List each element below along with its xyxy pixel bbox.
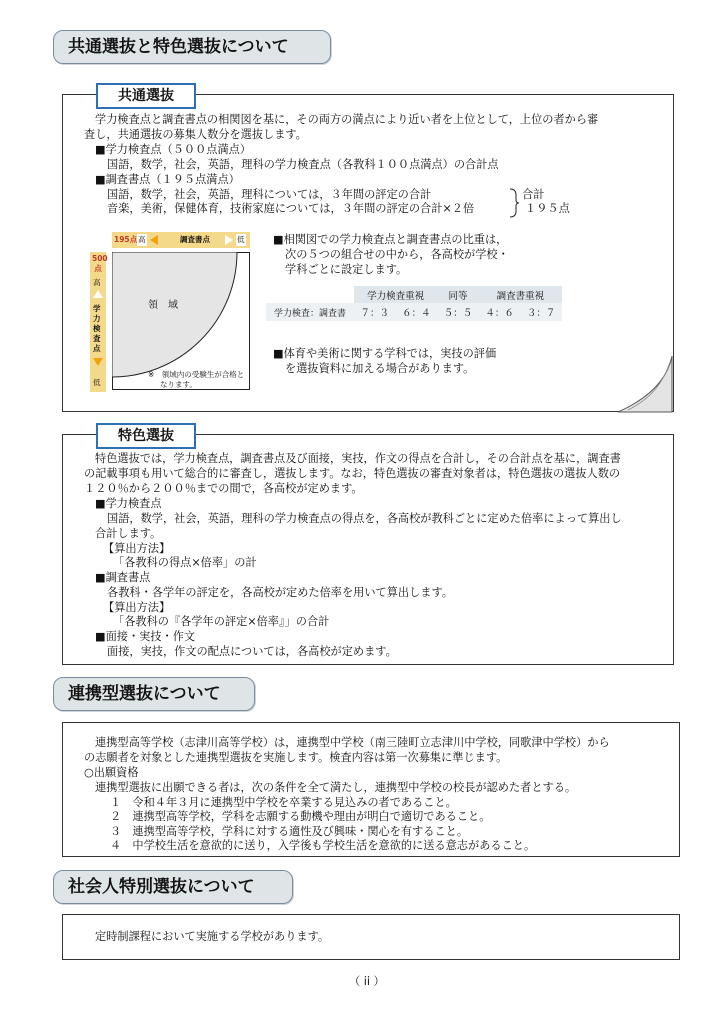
tokushoku-b-head: ■調査書点	[95, 571, 151, 584]
top-axis-label: 調査書点	[180, 235, 210, 244]
ratio-cell: ７：３	[354, 303, 396, 321]
tokushoku-b-method: 【算出方法】	[103, 601, 171, 614]
tab-tokushoku: 特色選抜	[96, 423, 196, 449]
section-title-kyotsu-tokushoku: 共通選抜と特色選抜について	[53, 30, 331, 64]
pe-text-line1: ■体育や美術に関する学科では，実技の評価	[273, 347, 497, 360]
kyotsu-intro-line2: 査し，共通選抜の募集人数分を選抜します。	[84, 128, 307, 141]
ratio-row-label: 学力検査：調査書	[266, 303, 354, 321]
item-chosasho-line2: 音楽，美術，保健体育，技術家庭については，３年間の評定の合計×２倍	[107, 202, 475, 215]
region-note-line1: ※ 領域内の受験生が合格と	[148, 370, 245, 379]
page-curl-decoration	[618, 356, 680, 416]
item-gakuryoku-head: ■学力検査点（５００点満点）	[95, 143, 252, 156]
renkei-condition-4: ４ 中学校生活を意欲的に送り，入学後も学校生活を意欲的に送る意志があること。	[110, 839, 536, 852]
arrow-left-icon	[150, 235, 158, 245]
total-value: １９５点	[525, 202, 570, 215]
tab-kyotsu: 共通選抜	[96, 83, 196, 109]
tokushoku-a-body2: 合計します。	[95, 527, 162, 540]
ratio-header-chosasho: 調査書重視	[479, 286, 562, 303]
tokushoku-intro-line2: の記載事項も用いて総合的に審査し，選抜します。なお，特色選抜の審査対象者は，特色選抜の選抜人数の	[84, 467, 621, 480]
tokushoku-a-method: 【算出方法】	[103, 542, 171, 555]
page-number: （ ii ）	[349, 975, 385, 988]
renkei-intro-line1: 連携型高等学校（志津川高等学校）は，連携型中学校（南三陸町立志津川中学校，同歌津中学校）から	[95, 736, 610, 749]
ratio-table-blank	[266, 286, 354, 303]
region-label: 領 域	[148, 300, 178, 311]
section-title-shakaijin: 社会人特別選抜について	[53, 870, 293, 904]
arrow-right-icon	[225, 235, 233, 245]
tokushoku-a-head: ■学力検査点	[95, 497, 162, 510]
renkei-condition-1: １ 令和４年３月に連携型中学校を卒業する見込みの者であること。	[110, 796, 457, 809]
top-axis-low: 低	[237, 235, 245, 244]
left-axis-high: 高	[93, 278, 101, 287]
tokushoku-b-formula: 「各教科の『各学年の評定×倍率』」の合計	[113, 615, 330, 628]
ratio-text-line1: ■相関図での学力検査点と調査書点の比重は，	[273, 233, 508, 246]
total-label: 合計	[522, 188, 545, 201]
ratio-cell: ３：７	[520, 303, 562, 321]
correlation-diagram	[90, 232, 250, 392]
left-axis-label: 学力検査点	[93, 304, 101, 353]
section-title-renkei: 連携型選抜について	[53, 677, 255, 711]
renkei-intro-line2: の志願者を対象とした連携型選抜を実施します。検査内容は第一次募集に準じます。	[84, 751, 508, 764]
arrow-down-icon	[93, 358, 103, 366]
tokushoku-b-body: 各教科・各学年の評定を，各高校が定めた倍率を用いて算出します。	[107, 586, 453, 599]
tokushoku-intro-line3: １２０％から２００％までの間で，各高校が定めます。	[84, 482, 363, 495]
arrow-up-icon	[93, 290, 103, 298]
pe-text-line2: を選抜資料に加える場合があります。	[285, 362, 475, 375]
item-gakuryoku-body: 国語，数学，社会，英語，理科の学力検査点（各教科１００点満点）の合計点	[107, 158, 499, 171]
ratio-cell: ６：４	[396, 303, 438, 321]
renkei-qual-head: ○出願資格	[84, 766, 139, 779]
ratio-cell: ４：６	[479, 303, 521, 321]
tokushoku-c-body: 面接，実技，作文の配点については，各高校が定めます。	[107, 645, 397, 658]
ratio-table	[266, 286, 562, 321]
renkei-condition-2: ２ 連携型高等学校，学科を志願する動機や理由が明白で適切であること。	[110, 810, 491, 823]
tokushoku-a-formula: 「各教科の得点×倍率」の計	[113, 556, 257, 569]
region-note-line2: なります。	[160, 380, 197, 389]
item-chosasho-head: ■調査書点（１９５点満点）	[95, 173, 240, 186]
kyotsu-intro-line1: 学力検査点と調査書点の相関図を基に，その両方の満点により近い者を上位として，上位の者から審	[95, 113, 599, 126]
renkei-condition-3: ３ 連携型高等学校，学科に対する適性及び興味・関心を有すること。	[110, 825, 469, 838]
ratio-header-dotou: 同等	[437, 286, 479, 303]
left-axis-score: 500点	[92, 254, 108, 273]
renkei-qual-body: 連携型選抜に出願できる者は，次の条件を全て満たし，連携型中学校の校長が認めた者とする。	[95, 781, 577, 794]
ratio-header-gakuryoku: 学力検査重視	[354, 286, 437, 303]
tokushoku-intro-line1: 特色選抜では，学力検査点，調査書点及び面接，実技，作文の得点を合計し，その合計点を基に，調査書	[95, 452, 621, 465]
ratio-text-line3: 学科ごとに設定します。	[285, 263, 408, 276]
tokushoku-c-head: ■面接・実技・作文	[95, 630, 196, 643]
shakaijin-body: 定時制課程において実施する学校があります。	[95, 930, 330, 943]
top-axis-score: 195点	[114, 235, 138, 244]
brace-icon	[508, 188, 520, 218]
ratio-text-line2: 次の５つの組合せの中から，各高校が学校・	[285, 248, 509, 261]
left-axis-low: 低	[93, 378, 101, 387]
item-chosasho-line1: 国語，数学，社会，英語，理科については，３年間の評定の合計	[107, 188, 432, 201]
ratio-cell: ５：５	[437, 303, 479, 321]
top-axis-high: 高	[138, 235, 146, 244]
tokushoku-a-body1: 国語，数学，社会，英語，理科の学力検査点の得点を，各高校が教科ごとに定めた倍率によって算出し	[107, 512, 622, 525]
